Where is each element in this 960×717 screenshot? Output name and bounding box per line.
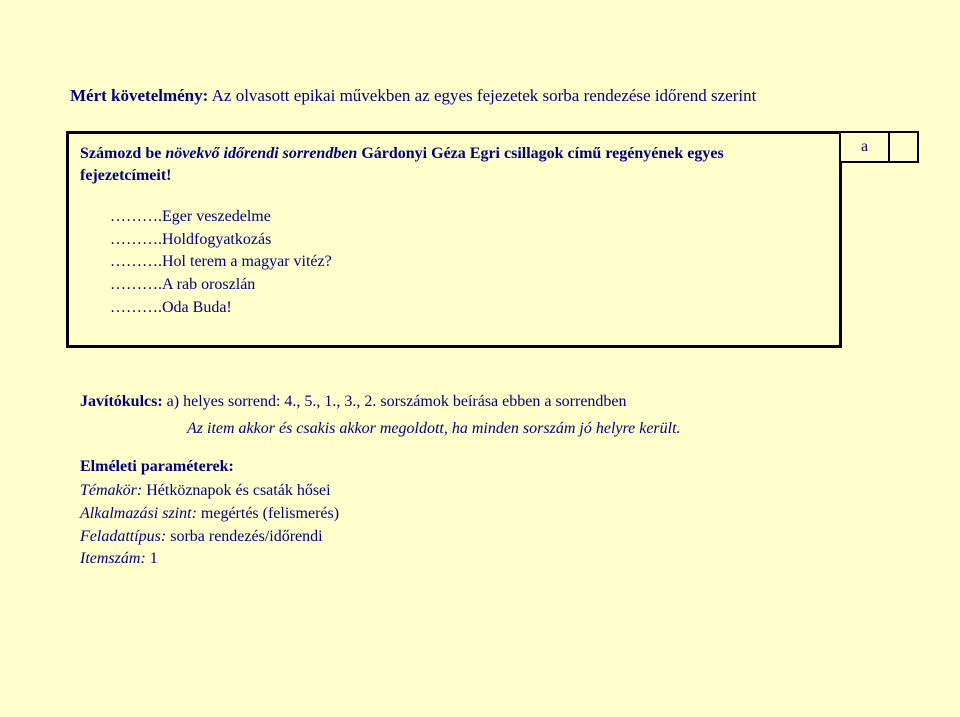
task-italic: növekvő időrendi sorrendben xyxy=(165,145,358,162)
task-rest-line2: fejezetcímeit! xyxy=(80,167,172,184)
param-value: sorba rendezés/időrendi xyxy=(166,528,323,545)
param-label: Feladattípus: xyxy=(80,528,167,545)
measured-requirement xyxy=(70,86,756,106)
param-row xyxy=(80,550,158,568)
chapter-item: ……….Eger veszedelme xyxy=(110,208,271,225)
task-instruction xyxy=(80,143,724,187)
measured-requirement-text: Az olvasott epikai művekben az egyes fejezetek sorba rendezése időrend szerint xyxy=(208,86,757,105)
chapter-item: ……….Holdfogyatkozás xyxy=(110,231,272,248)
score-box-empty-cell xyxy=(890,133,917,161)
param-label: Alkalmazási szint: xyxy=(80,505,197,522)
answer-key xyxy=(80,393,627,411)
answer-key-label: Javítókulcs: xyxy=(80,393,163,410)
param-label: Témakör: xyxy=(80,482,143,499)
param-row xyxy=(80,482,331,500)
task-instruction-line1 xyxy=(80,143,724,165)
task-lead: Számozd be xyxy=(80,145,166,162)
measured-requirement-label: Mért követelmény: xyxy=(70,86,209,105)
param-value: megértés (felismerés) xyxy=(196,505,340,522)
answer-key-note: Az item akkor és csakis akkor megoldott, ha minden sorszám jó helyre került. xyxy=(187,420,681,437)
chapter-item: ……….Oda Buda! xyxy=(110,299,232,316)
chapter-item: ……….A rab oroszlán xyxy=(110,276,256,293)
score-box-label: a xyxy=(841,133,890,161)
param-row xyxy=(80,528,323,546)
answer-key-text: a) helyes sorrend: 4., 5., 1., 3., 2. sorszámok beírása ebben a sorrendben xyxy=(162,393,627,410)
param-label: Itemszám: xyxy=(80,550,146,567)
param-row xyxy=(80,505,339,523)
chapter-item: ……….Hol terem a magyar vitéz? xyxy=(110,253,332,270)
theory-heading: Elméleti paraméterek: xyxy=(80,458,234,475)
param-value: Hétköznapok és csaták hősei xyxy=(142,482,331,499)
param-value: 1 xyxy=(145,550,158,567)
task-rest-line1: Gárdonyi Géza Egri csillagok című regényének egyes xyxy=(357,145,724,162)
score-box xyxy=(839,131,919,163)
